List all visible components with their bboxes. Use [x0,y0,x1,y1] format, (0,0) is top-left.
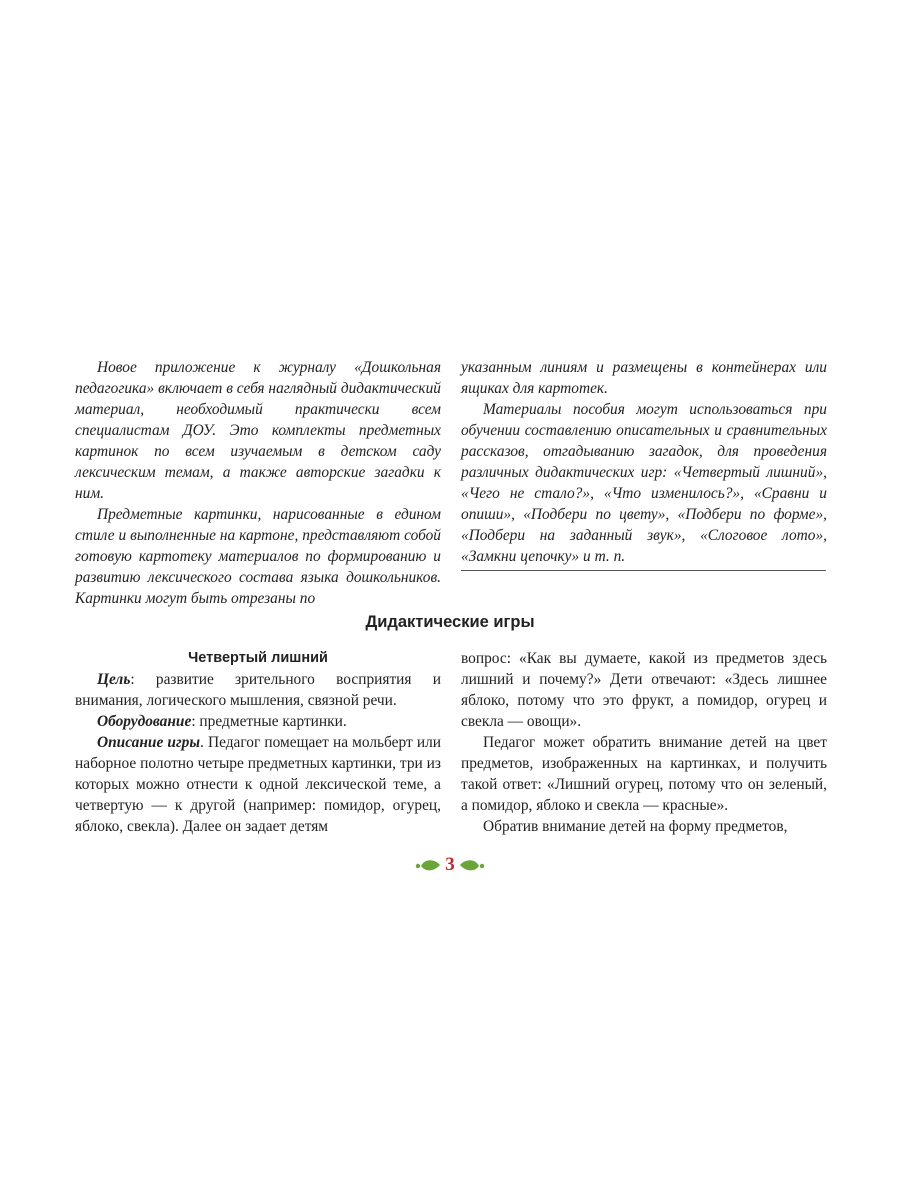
intro-paragraph-continued: указанным линиям и размещены в контейнерах или ящиках для картотек. [461,359,827,397]
page-number: 3 [445,854,455,875]
game-paragraph-continued: вопрос: «Как вы думаете, какой из предметов здесь лишний и почему?» Дети отвечают: «Здесь лишнее яблоко, потому что это фрукт, а помидор, огурец и свекла — овощи». [461,650,827,730]
description-text: . Педагог помещает на мольберт или наборное полотно четыре предметных картинки, три из которых можно отнести к одной лексической теме, а четвертую — к другой (например: помидор, огурец, яблоко, свекла). Далее он задает детям [75,734,441,835]
intro-right-column [461,357,827,567]
intro-paragraph: Материалы пособия могут использоваться при обучении составлению описательных и сравнительных рассказов, отгадыванию загадок, для проведения различных дидактических игр: «Четвертый лишний», «Чего не стало?», «Что изменилось?», «Сравни и опиши», «Подбери по цвету», «Подбери по форме», «Подбери на заданный звук», «Слоговое лото», «Замкни цепочку» и т. п. [461,401,827,565]
game-paragraph: Педагог может обратить внимание детей на цвет предметов, изображенных на картинках, и получить такой ответ: «Лишний огурец, потому что он зеленый, а помидор, яблоко и свекла — красные». [461,734,827,814]
section-heading: Дидактические игры [365,613,535,631]
intro-divider-rule [461,570,826,571]
game-title: Четвертый лишний [188,650,328,666]
description-paragraph [75,732,441,837]
intro-paragraph: Новое приложение к журналу «Дошкольная педагогика» включает в себя наглядный дидактический материал, необходимый практически всем специалистам ДОУ. Это комплекты предметных картинок по всем изучаемым в детском саду лексическим темам, а также авторские загадки к ним. [75,359,441,502]
intro-left-column [75,357,441,609]
goal-label: Цель [97,671,131,688]
game-right-column [461,648,827,837]
equipment-paragraph [75,711,441,732]
goal-text: : развитие зрительного восприятия и внимания, логического мышления, связной речи. [75,671,441,709]
description-label: Описание игры [97,734,201,751]
equipment-text: : предметные картинки. [191,713,347,730]
game-paragraph: Обратив внимание детей на форму предметов, [483,818,788,835]
equipment-label: Оборудование [97,713,192,730]
page-number-ornament [410,853,490,877]
game-left-column [75,648,441,837]
goal-paragraph [75,669,441,711]
intro-paragraph: Предметные картинки, нарисованные в едином стиле и выполненные на картоне, представляют собой готовую картотеку материалов по формированию и развитию лексического состава языка дошкольников. Картинки могут быть отрезаны по [75,506,441,607]
